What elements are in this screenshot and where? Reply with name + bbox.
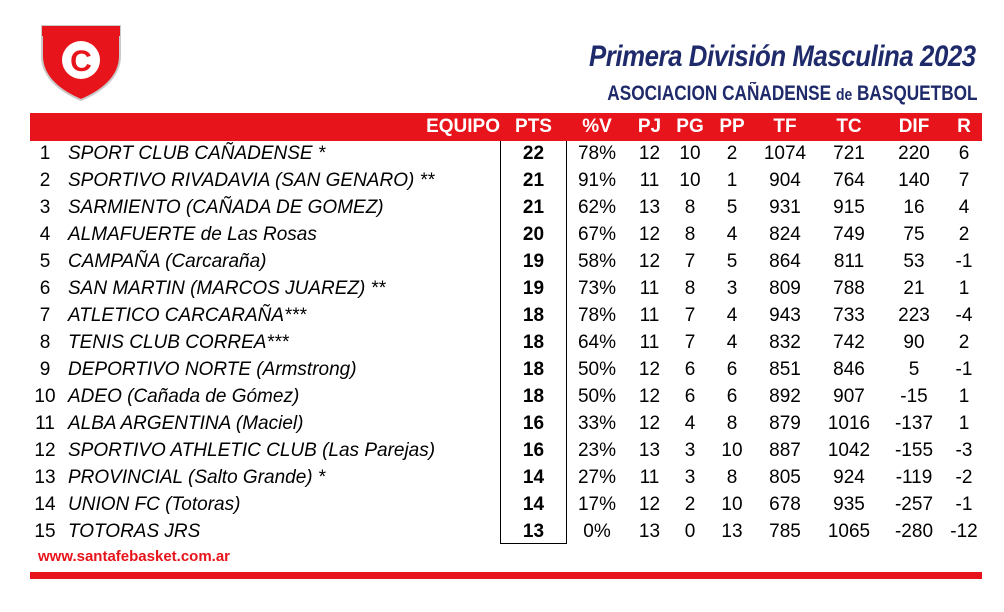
table-row [30,329,990,356]
cell-dif: -280 [894,521,934,542]
cell-r: -12 [950,521,978,542]
cell-pts: 18 [522,386,545,407]
cell-pct: 78% [577,305,617,326]
cell-pts: 18 [522,332,545,353]
header-pts: PTS [515,116,552,137]
cell-tf: 943 [769,305,801,326]
cell-pct: 64% [577,332,617,353]
cell-r: -3 [955,440,973,461]
cell-pp: 1 [726,170,738,191]
cell-pos: 7 [39,305,51,326]
cell-pos: 4 [39,224,51,245]
page-title: Primera División Masculina 2023 [589,40,976,73]
cell-pct: 91% [577,170,617,191]
table-row [30,356,990,383]
cell-tf: 832 [769,332,801,353]
cell-pts: 21 [522,170,545,191]
cell-pts: 18 [522,305,545,326]
cell-r: -2 [955,467,973,488]
cell-pj: 12 [638,413,661,434]
cell-r: 1 [958,278,970,299]
cell-pos: 9 [39,359,51,380]
website-link[interactable]: www.santafebasket.com.ar [38,548,231,565]
cell-pp: 3 [726,278,738,299]
cell-team: SPORTIVO ATHLETIC CLUB (Las Parejas) [68,440,436,461]
cell-pp: 5 [726,251,738,272]
cell-pj: 11 [639,332,660,353]
cell-dif: 16 [903,197,925,218]
subtitle-small: de [836,85,853,104]
cell-team: ALMAFUERTE de Las Rosas [68,224,317,245]
cell-pts: 16 [522,413,545,434]
cell-pts: 13 [522,521,545,542]
cell-pos: 15 [34,521,56,542]
cell-tc: 907 [833,386,865,407]
cell-tf: 824 [769,224,801,245]
cell-tf: 851 [769,359,801,380]
header-tf: TF [773,116,797,137]
cell-tf: 892 [769,386,801,407]
cell-pj: 13 [638,440,661,461]
cell-pts: 22 [522,143,545,164]
cell-dif: 223 [898,305,930,326]
cell-pg: 8 [684,224,696,245]
cell-pts: 14 [522,494,545,515]
cell-pct: 73% [577,278,617,299]
cell-dif: 220 [898,143,930,164]
header-pp: PP [719,116,745,137]
cell-team: DEPORTIVO NORTE (Armstrong) [68,359,357,380]
cell-tc: 721 [833,143,865,164]
cell-pj: 11 [639,278,660,299]
cell-pts: 16 [522,440,545,461]
table-row [30,491,990,518]
cell-tf: 1074 [763,143,807,164]
cell-dif: -257 [894,494,934,515]
cell-pts: 19 [522,251,545,272]
cell-pg: 7 [684,332,696,353]
cell-pp: 8 [726,413,738,434]
cell-dif: -155 [894,440,934,461]
logo-letter: C [70,45,92,78]
cell-pj: 13 [638,197,661,218]
cell-tc: 733 [833,305,865,326]
cell-pg: 10 [679,170,701,191]
header-pg: PG [676,116,704,137]
cell-pts: 14 [522,467,545,488]
club-logo [38,22,124,102]
header-pct: %V [582,116,612,137]
cell-r: 2 [958,332,970,353]
cell-tc: 1016 [827,413,871,434]
cell-pct: 58% [577,251,617,272]
cell-team: UNION FC (Totoras) [68,494,241,515]
cell-tf: 887 [769,440,801,461]
cell-r: 1 [958,413,970,434]
cell-pos: 11 [35,413,55,434]
cell-dif: 53 [903,251,925,272]
cell-tc: 924 [833,467,865,488]
cell-pj: 12 [638,359,661,380]
table-row [30,437,990,464]
subtitle-main: ASOCIACION CAÑADENSE [607,82,837,105]
cell-pos: 8 [39,332,51,353]
cell-team: PROVINCIAL (Salto Grande) * [68,467,326,488]
cell-pos: 1 [39,143,51,164]
cell-pct: 17% [577,494,617,515]
table-row [30,167,990,194]
header-r: R [957,116,971,137]
cell-pos: 10 [34,386,56,407]
cell-r: 7 [958,170,970,191]
cell-pct: 0% [583,521,611,542]
cell-pp: 6 [726,359,738,380]
cell-pos: 2 [39,170,51,191]
cell-r: -4 [955,305,973,326]
cell-dif: 90 [903,332,925,353]
cell-tf: 931 [769,197,801,218]
cell-pct: 23% [577,440,617,461]
cell-tf: 879 [769,413,801,434]
cell-tc: 811 [833,251,865,272]
cell-pts: 19 [522,278,545,299]
cell-r: -1 [955,494,973,515]
cell-tf: 785 [769,521,801,542]
cell-dif: -137 [894,413,934,434]
cell-pj: 11 [639,305,660,326]
table-row [30,221,990,248]
page-subtitle [608,82,978,106]
cell-pg: 3 [684,440,696,461]
cell-team: SARMIENTO (CAÑADA DE GOMEZ) [68,197,384,218]
cell-pp: 6 [726,386,738,407]
cell-pg: 6 [684,386,696,407]
header-dif: DIF [898,116,930,137]
cell-pp: 10 [721,494,743,515]
cell-dif: 140 [898,170,930,191]
cell-pg: 8 [684,197,696,218]
cell-pct: 27% [577,467,617,488]
table-row [30,275,990,302]
table-row [30,140,990,167]
cell-team: ALBA ARGENTINA (Maciel) [68,413,304,434]
cell-pts: 20 [522,224,545,245]
cell-pg: 10 [679,143,701,164]
cell-tf: 678 [769,494,801,515]
cell-pos: 3 [39,197,51,218]
table-row [30,302,990,329]
cell-r: 6 [958,143,970,164]
cell-team: ATLETICO CARCARAÑA*** [68,305,307,326]
cell-pg: 0 [684,521,696,542]
cell-pj: 12 [638,251,661,272]
cell-pj: 12 [638,224,661,245]
cell-pp: 8 [726,467,738,488]
cell-pp: 4 [726,224,738,245]
cell-pct: 62% [577,197,617,218]
cell-team: TOTORAS JRS [68,521,201,542]
cell-dif: -15 [900,386,928,407]
cell-pp: 4 [726,305,738,326]
cell-team: ADEO (Cañada de Gómez) [68,386,300,407]
cell-dif: -119 [895,467,933,488]
cell-pp: 5 [726,197,738,218]
cell-tc: 749 [833,224,865,245]
cell-pos: 5 [39,251,51,272]
cell-pg: 7 [684,251,696,272]
cell-pos: 13 [34,467,56,488]
header-pj: PJ [637,116,662,137]
cell-pg: 2 [684,494,696,515]
cell-tc: 788 [833,278,865,299]
cell-pts: 21 [522,197,545,218]
cell-pp: 4 [726,332,738,353]
footer-bar [30,572,982,579]
cell-pct: 78% [577,143,617,164]
cell-team: SAN MARTIN (MARCOS JUAREZ) ** [68,278,386,299]
cell-r: -1 [955,359,973,380]
cell-pj: 11 [639,467,660,488]
cell-pts: 18 [522,359,545,380]
cell-dif: 5 [908,359,920,380]
cell-pos: 14 [34,494,56,515]
table-row [30,518,990,545]
cell-tc: 915 [833,197,865,218]
table-row [30,464,990,491]
header-equipo: EQUIPO [426,116,500,137]
cell-pos: 6 [39,278,51,299]
cell-pg: 6 [684,359,696,380]
cell-tf: 809 [769,278,801,299]
cell-pp: 10 [721,440,743,461]
cell-r: -1 [955,251,973,272]
cell-r: 2 [958,224,970,245]
cell-pj: 11 [639,170,660,191]
cell-tc: 764 [833,170,865,191]
cell-dif: 75 [903,224,925,245]
subtitle-end: BASQUETBOL [852,82,978,105]
table-header [30,113,982,141]
cell-pg: 8 [684,278,696,299]
table-row [30,410,990,437]
cell-team: SPORT CLUB CAÑADENSE * [68,143,326,164]
cell-r: 1 [958,386,970,407]
cell-tc: 1065 [827,521,871,542]
cell-pj: 13 [638,521,661,542]
cell-pg: 4 [684,413,696,434]
table-row [30,194,990,221]
cell-pos: 12 [34,440,56,461]
cell-pj: 12 [638,143,661,164]
cell-tf: 904 [769,170,801,191]
cell-r: 4 [958,197,970,218]
cell-pct: 67% [577,224,617,245]
cell-team: CAMPAÑA (Carcaraña) [68,251,267,272]
header-tc: TC [836,116,862,137]
cell-pct: 50% [577,386,617,407]
cell-tf: 805 [769,467,801,488]
cell-tc: 742 [833,332,865,353]
cell-pct: 33% [577,413,617,434]
cell-pp: 2 [726,143,738,164]
table-row [30,383,990,410]
cell-team: SPORTIVO RIVADAVIA (SAN GENARO) ** [68,170,435,191]
cell-dif: 21 [903,278,925,299]
cell-tc: 935 [833,494,865,515]
cell-pj: 12 [638,386,661,407]
cell-pj: 12 [638,494,661,515]
cell-tc: 1042 [827,440,871,461]
cell-pg: 3 [684,467,696,488]
cell-pp: 13 [721,521,743,542]
cell-pg: 7 [684,305,696,326]
cell-tc: 846 [833,359,865,380]
cell-team: TENIS CLUB CORREA*** [68,332,289,353]
table-row [30,248,990,275]
cell-pct: 50% [577,359,617,380]
cell-tf: 864 [769,251,801,272]
